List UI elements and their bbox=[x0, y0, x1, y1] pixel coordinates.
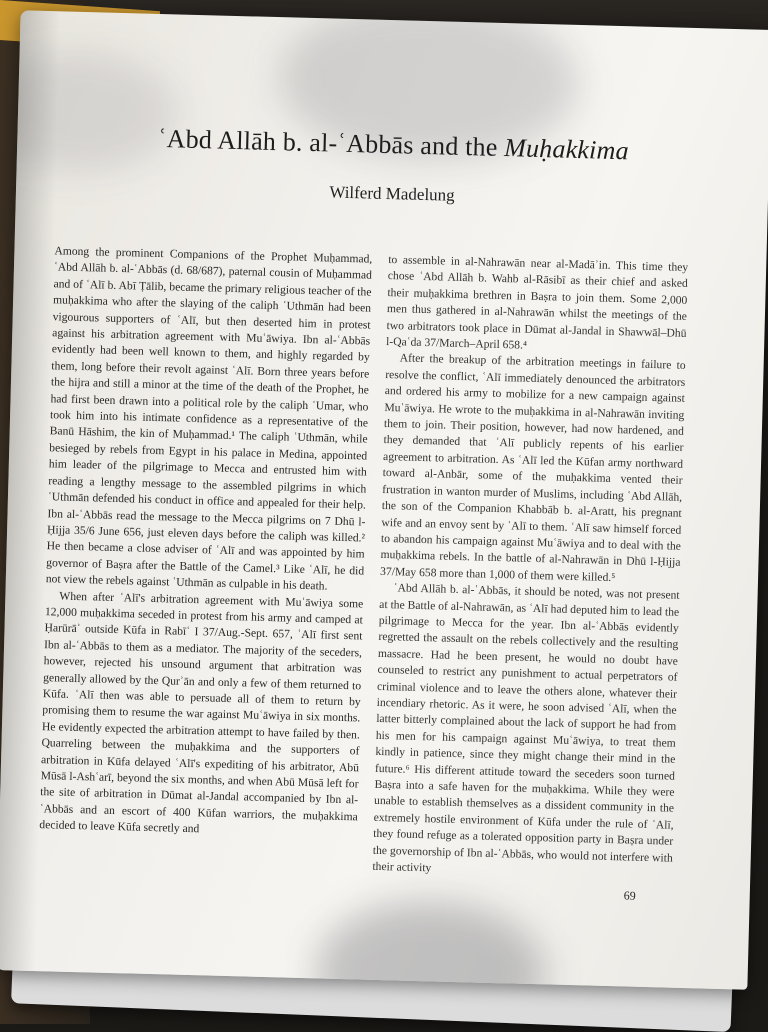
right-paragraph-3: ʿAbd Allāh b. al-ʿAbbās, it should be noted, was not present at the Battle of al-Nahrawān, as ʿAlī had deputed him to lead the pilgrimage to Mecca for the year. Ibn al-ʿAbbās evidently regretted the assault on the rebels collectively and the resulting massacre. Had he been present, he would no doubt have counseled to restrict any punishment to actual perpetrators of criminal violence and to leave the others alone, whatever their incendiary rhetoric. As it were, he soon advised ʿAlī, when the latter bitterly complained about the lack of support he had from his men for his campaign against Muʿāwiya, to treat them kindly in patience, since they might change their mind in the future.⁶ His different attitude toward the seceders soon turned Baṣra into a safe haven for the muḥakkima. While they were unable to establish themselves as a dissident community in the extremely hostile environment of Kūfa under the rule of ʿAlī, they found refuge as a tolerated opposition party in Baṣra under the governorship of Ibn al-ʿAbbās, who would not interfere with their activity bbox=[372, 581, 680, 875]
article-author: Wilferd Madelung bbox=[329, 182, 455, 205]
left-column bbox=[39, 243, 372, 842]
right-paragraph-1: to assemble in al-Nahrawān near al-Madāʾin. This time they chose ʿAbd Allāh b. Wahb al-Rāsibī as their chief and asked their muḥakkima brethren in Baṣra to join them. Some 2,000 men thus gathered in al-Nahrawān whilst the meetings of the two arbitrators took place in Dūmat al-Jandal in Shawwāl–Dhū l-Qaʿda 37/March–April 658.⁴ bbox=[385, 253, 689, 352]
book-page bbox=[0, 10, 768, 989]
title-italic: Muḥakkima bbox=[503, 133, 630, 166]
left-paragraph-2: When after ʿAlī's arbitration agreement with Muʿāwiya some 12,000 muḥakkima seceded in protest from his army and camped at Ḥarūrāʾ outside Kūfa in Rabīʿ I 37/Aug.-Sept. 657, ʿAlī first sent Ibn al-ʿAbbās to them as a mediator. The majority of the seceders, however, rejected his unsound argument that arbitration was generally allowed by the Qurʾān and only a few of them returned to Kūfa. ʿAlī then was able to persuade all of them to return by promising them to resume the war against Muʿāwiya in six months. He evidently expected the arbitration attempt to have failed by then. Quarreling between the muḥakkima and the supporters of arbitration in Kūfa delayed ʿAlī's expediting of his arbitrator, Abū Mūsā l-Ashʿarī, beyond the six months, and when Abū Mūsā left for the site of arbitration in Dūmat al-Jandal accompanied by Ibn al-ʿAbbās and an escort of 400 Kūfan warriors, the muḥakkima decided to leave Kūfa secretly and bbox=[39, 589, 364, 836]
title-main: ʿAbd Allāh b. al-ʿAbbās and the bbox=[157, 123, 505, 163]
left-paragraph-1: Among the prominent Companions of the Prophet Muḥammad, ʿAbd Allāh b. al-ʿAbbās (d. 68/687), paternal cousin of Muḥammad and of ʿAlī b. Abī Ṭālib, became the primary religious teacher of the muḥakkima who after the slaying of the caliph ʿUthmān had been vigourous supporters of ʿAlī, but then deserted him in protest against his arbitration agreement with Muʿāwiya. Ibn al-ʿAbbās evidently had been well known to them, and highly regarded by them, long before their revolt against ʿAlī. Born three years before the hijra and still a minor at the time of the death of the Prophet, he had first been drawn into a political role by the caliph ʿUmar, who took him into his intimate confidence as a representative of the Banū Hāshim, the kin of Muḥammad.¹ The caliph ʿUthmān, while besieged by rebels from Egypt in his palace in Medina, appointed him leader of the pilgrimage to Mecca and entrusted him with reading a lengthy message to the assembled pilgrims in which ʿUthmān defended his conduct in office and appealed for their help. Ibn al-ʿAbbās read the message to the Mecca pilgrims on 7 Dhū l-Ḥijja 35/6 June 656, just eleven days before the caliph was killed.² He then became a close adviser of ʿAlī and was appointed by him governor of Baṣra after the Battle of the Camel.³ Like ʿAlī, he did not view the rebels against ʿUthmān as culpable in his death. bbox=[45, 244, 373, 593]
right-paragraph-2: After the breakup of the arbitration meetings in failure to resolve the conflict, ʿAlī immediately denounced the arbitrators and ordered his army to mobilize for a new campaign against Muʿāwiya. He wrote to the muḥakkima in al-Nahrawān inviting them to join. Their position, however, had now hardened, and they demanded that ʿAlī publicly repents of his earlier agreement to arbitration. As ʿAlī led the Kūfan army northward toward al-Anbār, some of the muḥakkima vented their frustration in wanton murder of Muslims, including ʿAbd Allāh, the son of the Companion Khabbāb b. al-Aratt, his pregnant wife and an envoy sent by ʿAlī to them. ʿAlī saw himself forced to abandon his campaign against Muʿāwiya and to deal with the muḥakkima rebels. In the battle of al-Nahrawān in Dhū l-Ḥijja 37/May 658 more than 1,000 of them were killed.⁵ bbox=[379, 351, 686, 584]
shadow-overlay bbox=[314, 898, 548, 989]
page-number: 69 bbox=[623, 888, 636, 903]
right-column bbox=[372, 252, 688, 883]
shadow-overlay bbox=[0, 49, 180, 174]
